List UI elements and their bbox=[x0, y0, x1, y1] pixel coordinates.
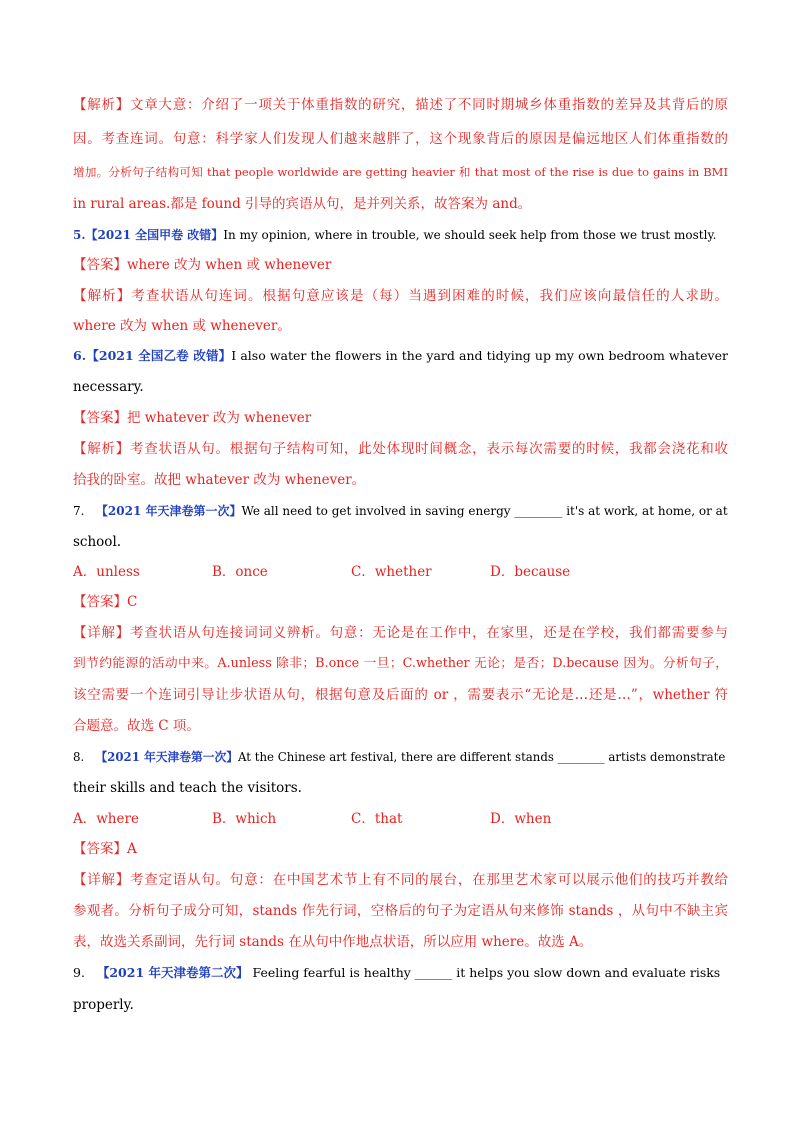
q4-analysis-line-2: 因。考查连词。句意：科学家人们发现人们越来越胖了，这个现象背后的原因是偏远地区人们体重指数的 bbox=[73, 131, 728, 147]
q5-analysis-line-1: 【解析】考查状语从句连词。根据句意应该是（每）当遇到困难的时候，我们应该向最信任的人求助。 bbox=[73, 288, 728, 304]
q8-option-a: A．where bbox=[73, 811, 139, 827]
q7-option-c: C．whether bbox=[351, 564, 432, 580]
q9-question bbox=[73, 964, 720, 982]
q6-answer: 【答案】把 whatever 改为 whenever bbox=[73, 410, 312, 426]
q6-text: I also water the flowers in the yard and tidying up my own bedroom whatever bbox=[231, 348, 728, 363]
q8-source-tag: 【2021 年天津卷第一次】 bbox=[95, 750, 238, 764]
q8-option-d: D．when bbox=[490, 811, 552, 827]
q8-answer: 【答案】A bbox=[73, 841, 137, 857]
q5-analysis-line-2: where 改为 when 或 whenever。 bbox=[73, 318, 291, 334]
q6-text-cont: necessary. bbox=[73, 379, 144, 395]
q6-source-tag: 【2021 全国乙卷 改错】 bbox=[86, 348, 232, 363]
q7-analysis-line-4: 合题意。故选 C 项。 bbox=[73, 718, 200, 734]
q8-number: 8. bbox=[73, 750, 85, 764]
q4-analysis-line-4: in rural areas.都是 found 引导的宾语从句，是并列关系，故答案为 and。 bbox=[73, 196, 532, 212]
q7-question bbox=[73, 502, 728, 520]
q8-question bbox=[73, 748, 725, 766]
q8-analysis-line-3: 表，故选关系副词，先行词 stands 在从句中作地点状语，所以应用 where。故选 A。 bbox=[73, 934, 593, 950]
q9-number: 9. bbox=[73, 965, 85, 980]
q4-analysis-line-3: 增加。分析句子结构可知 that people worldwide are getting heavier 和 that most of the rise is due to gains in BMI bbox=[73, 165, 728, 179]
q6-analysis-line-1: 【解析】考查状语从句。根据句子结构可知，此处体现时间概念，表示每次需要的时候，我都会浇花和收 bbox=[73, 441, 728, 457]
q6-analysis-line-2: 拾我的卧室。故把 whatever 改为 whenever。 bbox=[73, 472, 366, 488]
q7-analysis-line-1: 【详解】考查状语从句连接词词义辨析。句意：无论是在工作中，在家里，还是在学校，我们都需要参与 bbox=[73, 625, 728, 641]
q6-question bbox=[73, 347, 728, 365]
q8-analysis-line-2: 参观者。分析句子成分可知，stands 作先行词，空格后的句子为定语从句来修饰 stands ，从句中不缺主宾 bbox=[73, 903, 728, 919]
q8-text: At the Chinese art festival, there are different stands ________ artists demonstrate bbox=[237, 750, 726, 764]
q7-option-b: B．once bbox=[212, 564, 268, 580]
q4-analysis-line-1: 【解析】文章大意：介绍了一项关于体重指数的研究，描述了不同时期城乡体重指数的差异及其背后的原 bbox=[73, 97, 728, 113]
q7-source-tag: 【2021 年天津卷第一次】 bbox=[95, 504, 242, 518]
q7-answer: 【答案】C bbox=[73, 594, 138, 610]
q5-number: 5. bbox=[73, 228, 86, 242]
q8-option-b: B．which bbox=[212, 811, 277, 827]
q9-text: Feeling fearful is healthy ______ it helps you slow down and evaluate risks bbox=[248, 965, 721, 980]
q5-answer: 【答案】where 改为 when 或 whenever bbox=[73, 257, 332, 273]
q7-option-a: A．unless bbox=[73, 564, 140, 580]
q8-option-c: C．that bbox=[351, 811, 403, 827]
q6-number: 6. bbox=[73, 348, 87, 363]
q9-text-cont: properly. bbox=[73, 997, 134, 1013]
q8-text-cont: their skills and teach the visitors. bbox=[73, 780, 302, 796]
q5-text: In my opinion, where in trouble, we should seek help from those we trust mostly. bbox=[223, 228, 717, 242]
q5-source-tag: 【2021 全国甲卷 改错】 bbox=[85, 228, 224, 242]
q7-analysis-line-3: 该空需要一个连词引导让步状语从句，根据句意及后面的 or ，需要表示“无论是…还是…”，whether 符 bbox=[73, 687, 728, 703]
q7-text: We all need to get involved in saving energy ________ it's at work, at home, or at bbox=[241, 504, 728, 518]
q8-analysis-line-1: 【详解】考查定语从句。句意：在中国艺术节上有不同的展台，在那里艺术家可以展示他们的技巧并教给 bbox=[73, 872, 728, 888]
q9-source-tag: 【2021 年天津卷第二次】 bbox=[96, 965, 249, 980]
q7-number: 7. bbox=[73, 504, 85, 518]
q7-option-d: D．because bbox=[490, 564, 571, 580]
q7-text-cont: school. bbox=[73, 534, 122, 550]
q5-question bbox=[73, 226, 716, 244]
q7-analysis-line-2: 到节约能源的活动中来。A.unless 除非；B.once 一旦；C.whether 无论；是否；D.because 因为。分析句子， bbox=[73, 656, 728, 671]
